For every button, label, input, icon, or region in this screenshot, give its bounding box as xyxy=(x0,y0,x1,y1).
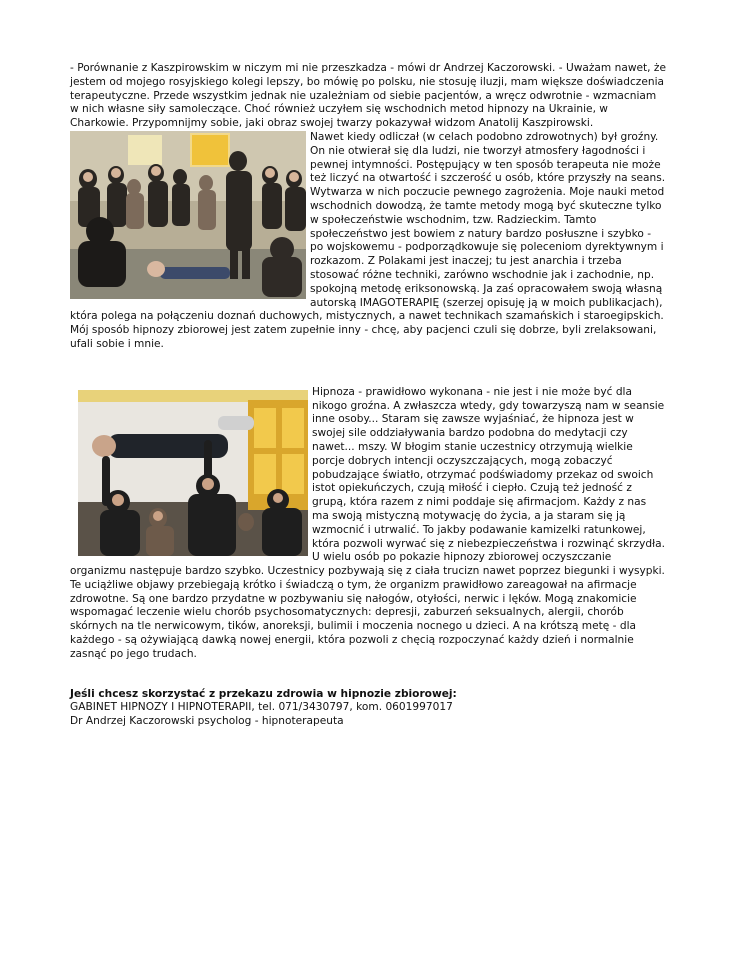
clinic-contact-line: GABINET HIPNOZY I HIPNOTERAPII, tel. 071/3430797, kom. 0601997017 xyxy=(70,701,453,714)
section-2-text: Hipnoza - prawidłowo wykonana - nie jest i nie może być dla nikogo groźna. A zwłaszcza wtedy, gdy towarzyszą nam w seansie inne osoby... Staram się zawsze wyjaśniać, że hipnoza jest w swojej sile oddziaływania bardzo podobna do medytacji czy nawet... mszy. W błogim stanie uczestnicy otrzymują wielkie porcje dobrych intencji oczyszczających, mogą zobaczyć pobudzające światło, otrzymać podświadomy przekaz od swoich istot opiekuńczych, czują miłość i ciepło. Czują też jedność z grupą, która razem z nimi poddaje się afirmacjom. Każdy z nas ma swoją mistyczną motywację do życia, a ja staram się ją wzmocnić i utrwalić. To jakby podawanie kamizelki ratunkowej, która pozwoli wyrwać się z niebezpieczeństwa i rozwinąć skrzydła. xyxy=(312,385,665,550)
contact-heading: Jeśli chcesz skorzystać z przekazu zdrowia w hipnozie zbiorowej: xyxy=(70,687,457,700)
article xyxy=(70,62,666,729)
section-1-text: Nawet kiedy odliczał (w celach podobno zdrowotnych) był groźny. On nie otwierał się dla ludzi, nie tworzył atmosfery łagodności i pewnej intymności. Postępujący w ten sposób terapeuta nie może też liczyć na otwartość i szczerość u osób, które przyszły na seans. Wytwarza w nich poczucie pewnego zagrożenia. Moje nauki metod wschodnich dowodzą, że tamte metody mogą być skuteczne tylko w społeczeństwie wschodnim, tzw. Radzieckim. Tamto społeczeństwo jest bowiem z natury bardzo posłuszne i szybko - po wojskowemu - podporządkowuje się poleceniom dyrektywnym i rozkazom. Z Polakami jest inaczej; tu jest anarchia i trzeba stosować różne techniki, zarówno wschodnie jak i zachodnie, np. spokojną metodę eriksonowską. Ja zaś opracowałem swoją własną autorską IMAGOTERAPIĘ (szerzej opisuję ją w moich publikacjach), która polega na połączeniu doznań duchowych, mistycznych, a nawet technikach szamańskich i staroegipskich. Mój sposób hipnozy zbiorowej jest zatem zupełnie inny - chcę, aby pacjenci czuli się dobrze, byli zrelaksowani, ufali sobie i mnie. xyxy=(70,130,666,350)
seated-crowd-photo-illustration xyxy=(70,131,306,299)
group-lifting-photo xyxy=(78,390,308,556)
intro-paragraph: - Porównanie z Kaszpirowskim w niczym mi nie przeszkadza - mówi dr Andrzej Kaczorowski. - Uważam nawet, że jestem od mojego rosyjskiego kolegi lepszy, bo mówię po polsku, nie stosuję iluzji, mam większe doświadczenia terapeutyczne. Przede wszystkim jednak nie uzależniam od siebie pacjentów, a wręcz odwrotnie - wzmacniam w nich własne siły samoleczące. Choć również uczyłem się wschodnich metod hipnozy na Ukrainie, w Charkowie. Przypomnijmy sobie, jaki obraz swojej twarzy pokazywał widzom Anatolij Kaszpirowski. xyxy=(70,62,666,130)
section-1 xyxy=(70,131,666,352)
spacer xyxy=(70,662,666,688)
section-2 xyxy=(70,386,666,662)
lifting-crowd-photo-illustration xyxy=(78,390,308,556)
contact-block xyxy=(70,688,666,729)
spacer xyxy=(70,352,666,386)
section-3-text: U wielu osób po pokazie hipnozy zbiorowej oczyszczanie organizmu następuje bardzo szybko. Uczestnicy pozbywają się z ciała trucizn nawet poprzez biegunki i wysypki. Te uciążliwe objawy przebiegają krótko i świadczą o tym, że organizm prawidłowo zareagował na afirmacje zdrowotne. Są one bardzo przydatne w pozbywaniu się nałogów, otyłości, nerwic i lęków. Mogą znakomicie wspomagać leczenie wielu chorób psychosomatycznych: depresji, zaburzeń seksualnych, alergii, chorób skórnych na tle nerwicowym, tików, anoreksji, bulimii i moczenia nocnego u dzieci. A na krótszą metę - dla każdego - są ożywiającą dawką nowej energii, która pozwoli z chęcią rozpoczynać każdy dzień i normalnie zasnąć po jego trudach. xyxy=(70,551,665,660)
hypnosis-session-photo xyxy=(70,131,306,299)
author-signature-line: Dr Andrzej Kaczorowski psycholog - hipnoterapeuta xyxy=(70,715,344,728)
